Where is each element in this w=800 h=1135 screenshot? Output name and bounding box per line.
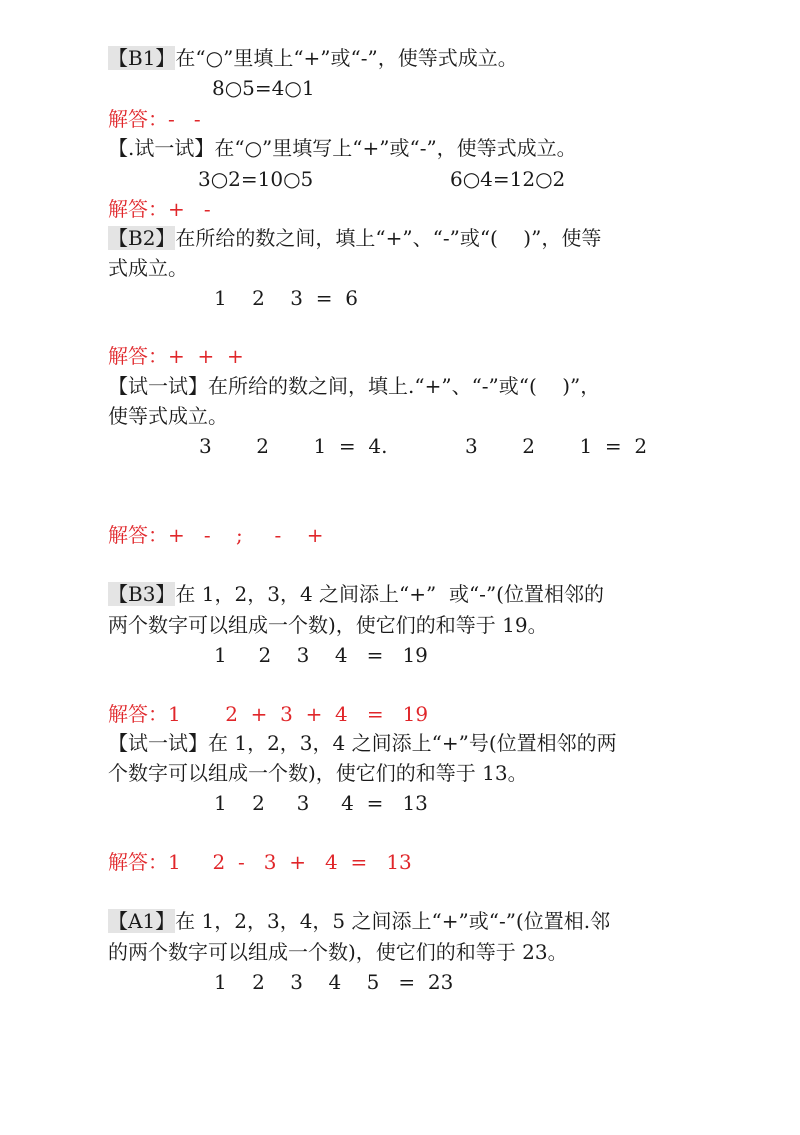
try2-answer: 解答：+ - ; - + xyxy=(108,523,324,547)
try3-question-line1 xyxy=(108,729,617,757)
problem-tag: 【试一试】 xyxy=(108,731,208,755)
problem-tag: 【A1】 xyxy=(108,909,176,933)
problem-tag: 【B2】 xyxy=(108,226,176,250)
try1-answer: 解答：+ - xyxy=(108,197,211,221)
question-text: 在“○”里填写上“+”或“-”，使等式成立。 xyxy=(214,136,577,160)
try3-equation: 1 2 3 4 = 13 xyxy=(214,791,428,815)
problem-tag: 【.试一试】 xyxy=(108,136,215,160)
question-text: 在“○”里填上“+”或“-”，使等式成立。 xyxy=(175,46,518,70)
problem-b1-question xyxy=(108,44,518,72)
problem-b1-equation: 8○5=4○1 xyxy=(212,76,315,100)
question-text: 在 1，2，3，4 之间添上“+” 或“-”(位置相邻的 xyxy=(175,582,604,606)
problem-b2-equation: 1 2 3 = 6 xyxy=(214,286,358,310)
problem-b3-equation: 1 2 3 4 = 19 xyxy=(214,643,428,667)
problem-b3-question-line1 xyxy=(108,580,604,608)
question-text: 在 1，2，3，4，5 之间添上“+”或“-”(位置相.邻 xyxy=(175,909,611,933)
try2-question-line1 xyxy=(108,372,600,400)
try2-equation-a: 3 2 1 = 4. xyxy=(199,434,388,458)
try2-question-line2: 使等式成立。 xyxy=(108,404,228,428)
problem-b1-answer: 解答：- - xyxy=(108,107,201,131)
question-text: 在 1，2，3，4 之间添上“+”号(位置相邻的两 xyxy=(208,731,617,755)
try3-question-line2: 个数字可以组成一个数)，使它们的和等于 13。 xyxy=(108,761,528,785)
try1-equation-b: 6○4=12○2 xyxy=(450,167,566,191)
problem-b2-question-line1 xyxy=(108,224,601,252)
problem-a1-equation: 1 2 3 4 5 = 23 xyxy=(214,970,454,994)
problem-a1-question-line2: 的两个数字可以组成一个数)，使它们的和等于 23。 xyxy=(108,940,568,964)
problem-b2-question-line2: 式成立。 xyxy=(108,256,188,280)
try2-equation-b: 3 2 1 = 2 xyxy=(465,434,648,458)
question-text: 在所给的数之间，填上“+”、“-”或“( )”，使等 xyxy=(175,226,602,250)
try1-equation-a: 3○2=10○5 xyxy=(198,167,314,191)
problem-a1-question-line1 xyxy=(108,907,610,935)
try1-question xyxy=(108,134,577,162)
problem-b2-answer: 解答：+ + + xyxy=(108,344,244,368)
problem-tag: 【B1】 xyxy=(108,46,176,70)
question-text: 在所给的数之间，填上.“+”、“-”或“( )”， xyxy=(208,374,601,398)
problem-tag: 【试一试】 xyxy=(108,374,208,398)
problem-b3-answer: 解答：1 2 + 3 + 4 = 19 xyxy=(108,702,429,726)
problem-b3-question-line2: 两个数字可以组成一个数)，使它们的和等于 19。 xyxy=(108,613,548,637)
problem-tag: 【B3】 xyxy=(108,582,176,606)
try3-answer: 解答：1 2 - 3 + 4 = 13 xyxy=(108,850,412,874)
